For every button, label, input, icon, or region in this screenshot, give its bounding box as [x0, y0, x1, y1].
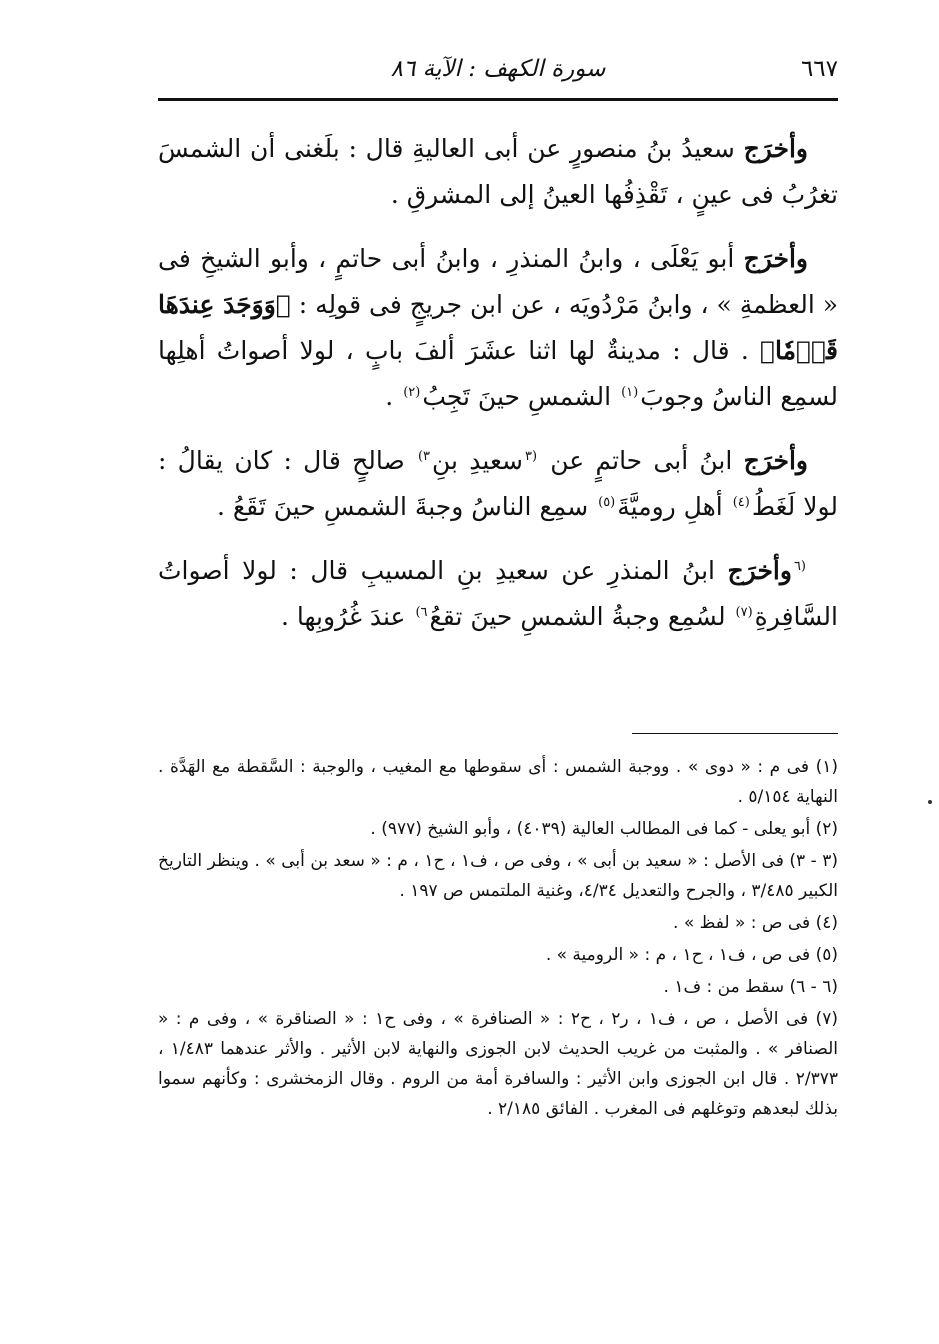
main-text: [158, 126, 838, 658]
paragraph-text: لسُمِع وجبةُ الشمسِ حينَ تقعُ: [429, 602, 734, 631]
footnote: (٥) فى ص ، ف١ ، ح١ ، م : « الرومية » .: [545, 945, 838, 965]
footnote-ref: (٢): [403, 384, 421, 400]
paragraph-text: أهلِ روميَّةَ: [617, 492, 731, 521]
paragraph-text: .: [385, 382, 402, 411]
paragraph-lead: وأخرَج: [743, 134, 808, 163]
quran-quote: ﴿وَوَجَدَ عِندَهَا قَوۡمٗا﴾: [158, 290, 838, 365]
paragraph-text: ابنُ أبى حاتمٍ عن: [539, 446, 744, 475]
header-rule: [158, 98, 838, 101]
paragraph-text: سعيدِ بنِ: [432, 446, 523, 475]
paragraph-text: سعيدُ بنُ منصورٍ عن أبى العاليةِ قال : بلَغنى أن الشمسَ تغرُبُ فى عينٍ ، تَقْذِفُها العينُ إلى المشرقِ .: [158, 134, 838, 209]
footnote-ref: (٣: [524, 448, 538, 464]
footnote-ref: ٣): [417, 448, 431, 464]
paragraph-3: [158, 438, 838, 530]
paragraph-text: الشمسِ حينَ تَجِبُ: [422, 382, 620, 411]
footnote-ref: ٦): [415, 604, 428, 620]
footnote-ref: (٧): [735, 604, 753, 620]
paragraph-1: [158, 126, 838, 218]
footnote: (٣ - ٣) فى الأصل : « سعيد بن أبى » ، وفى ص ، ف١ ، ح١ ، م : « سعد بن أبى » . وينظر التاريخ الكبير ٣/٤٨٥ ، والجرح والتعديل ٤/٣٤، وغنية الملتمس ص ١٩٧ .: [158, 851, 838, 901]
header-title: سورة الكهف : الآية ٨٦: [390, 56, 606, 82]
paragraph-text: أبو يَعْلَى ، وابنُ المنذرِ ، وابنُ أبى حاتمٍ ، وأبو الشيخِ فى « العظمةِ » ، وابنُ مَرْدُويَه ، عن ابن جريجٍ فى قولِه :: [158, 244, 839, 319]
running-header: [158, 50, 838, 96]
footnote-separator: [632, 733, 838, 734]
footnote: (٦ - ٦) سقط من : ف١ .: [663, 977, 838, 997]
footnotes: [158, 752, 838, 1126]
paragraph-text: سمِع الناسُ وجبةَ الشمسِ حينَ تَقَعُ .: [216, 492, 597, 521]
paragraph-lead: وأخرَج: [727, 556, 792, 585]
paragraph-2: [158, 236, 838, 420]
paragraph-text: عندَ غُرُوبِها .: [281, 602, 414, 631]
footnote: (٧) فى الأصل ، ص ، ف١ ، ر٢ ، ح٢ : « الصنافرة » ، وفى ح١ : « الصناقرة » ، وفى م : « الصنافر » . والمثبت من غريب الحديث لابن الجوزى والنهاية لابن الأثير . والأثر عندهما ١/٤٨٣ ، ٢/٣٧٣ . قال ابن الجوزى وابن الأثير : والسافرة أمة من الروم . وقال الزمخشرى : وكأنهم سموا بذلك لبعدهم وتوغلهم فى المغرب . الفائق ٢/١٨٥ .: [158, 1009, 838, 1119]
scan-speck: [928, 800, 932, 804]
paragraph-4: [158, 548, 838, 640]
paragraph-lead: وأخرَج: [743, 244, 808, 273]
paragraph-lead: وأخرَج: [743, 446, 808, 475]
page-number: ٦٦٧: [800, 56, 838, 82]
footnote: (١) فى م : « دوى » . ووجبة الشمس : أى سقوطها مع المغيب ، والوجبة : السَّقطة مع الهَدَّة . النهاية ٥/١٥٤ .: [158, 757, 838, 807]
footnote: (٢) أبو يعلى - كما فى المطالب العالية (٤٠٣٩) ، وأبو الشيخ (٩٧٧) .: [370, 819, 838, 839]
footnote-ref: (٦: [793, 558, 806, 574]
paragraph-text: ابنُ المنذرِ عن سعيدِ بنِ المسيبِ قال : لولا أصواتُ السَّافِرةِ: [158, 556, 838, 631]
paragraph-text: صالحٍ قال : كان يقالُ : لولا لَغَطُ: [158, 446, 838, 521]
footnote: (٤) فى ص : « لفظ » .: [673, 913, 838, 933]
paragraph-text: . قال : مدينةٌ لها اثنا عشَرَ ألفَ بابٍ ، لولا أصواتُ أهلِها لسمِع الناسُ وجوبَ: [158, 336, 838, 411]
footnote-ref: (٤): [732, 494, 750, 510]
footnote-ref: (٥): [598, 494, 616, 510]
footnote-ref: (١): [621, 384, 639, 400]
